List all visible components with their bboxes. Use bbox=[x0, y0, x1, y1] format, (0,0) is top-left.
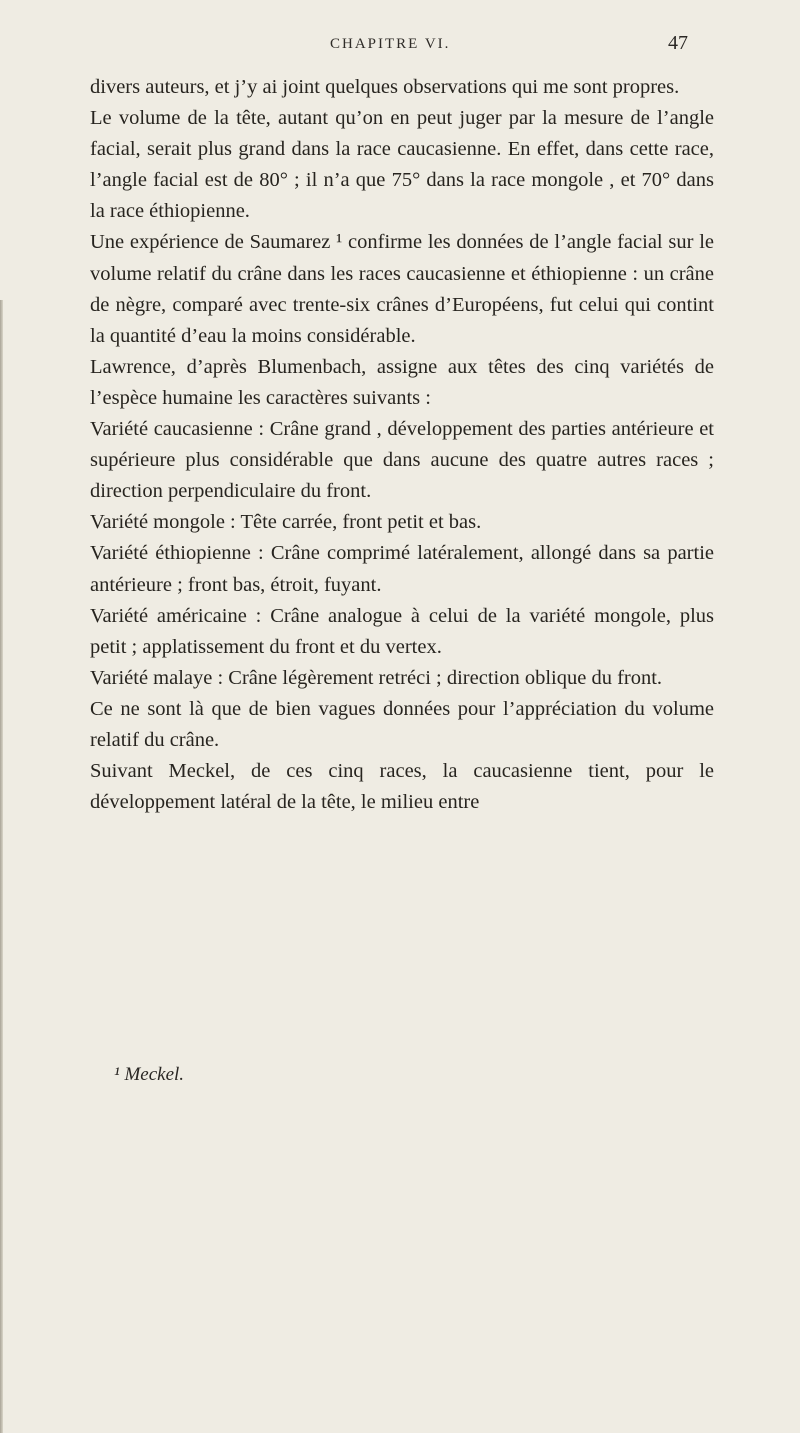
paragraph: Variété américaine : Crâne analogue à celui de la variété mongole, plus petit ; applatissement du front et du vertex. bbox=[90, 604, 714, 658]
paragraph: divers auteurs, et j’y ai joint quelques observations qui me sont propres. bbox=[90, 76, 680, 98]
paragraph: Variété caucasienne : Crâne grand , développement des parties antérieure et supérieure plus considérable que dans aucune des quatre autres races ; direction perpendiculaire du front. bbox=[90, 418, 714, 503]
body-text bbox=[90, 72, 714, 818]
paragraph: Suivant Meckel, de ces cinq races, la caucasienne tient, pour le développement latéral de la tête, le milieu entre bbox=[90, 760, 714, 814]
paragraph: Une expérience de Saumarez ¹ confirme les données de l’angle facial sur le volume relatif du crâne dans les races caucasienne et éthiopienne : un crâne de nègre, comparé avec trente-six crânes d’Européens, fut celui qui contint la quantité d’eau la moins considérable. bbox=[90, 231, 714, 347]
paragraph: Variété malaye : Crâne légèrement retréci ; direction oblique du front. bbox=[90, 666, 663, 689]
running-title: CHAPITRE VI. bbox=[330, 36, 451, 52]
page-number: 47 bbox=[668, 32, 688, 54]
paragraph: Variété mongole : Tête carrée, front petit et bas. bbox=[90, 511, 482, 534]
page-binding-edge bbox=[0, 300, 3, 1433]
page-header bbox=[0, 30, 800, 60]
paragraph: Ce ne sont là que de bien vagues données pour l’appréciation du volume relatif du crâne. bbox=[90, 697, 714, 751]
paragraph: Le volume de la tête, autant qu’on en peut juger par la mesure de l’angle facial, serait plus grand dans la race caucasienne. En effet, dans cette race, l’angle facial est de 80° ; il n’a que 75° dans la race mongole , et 70° dans la race éthiopienne. bbox=[90, 107, 714, 223]
paragraph: Lawrence, d’après Blumenbach, assigne aux têtes des cinq variétés de l’espèce humaine les caractères suivants : bbox=[90, 355, 714, 409]
footnote: ¹ Meckel. bbox=[114, 1064, 185, 1085]
paragraph: Variété éthiopienne : Crâne comprimé latéralement, allongé dans sa partie antérieure ; front bas, étroit, fuyant. bbox=[90, 542, 714, 596]
